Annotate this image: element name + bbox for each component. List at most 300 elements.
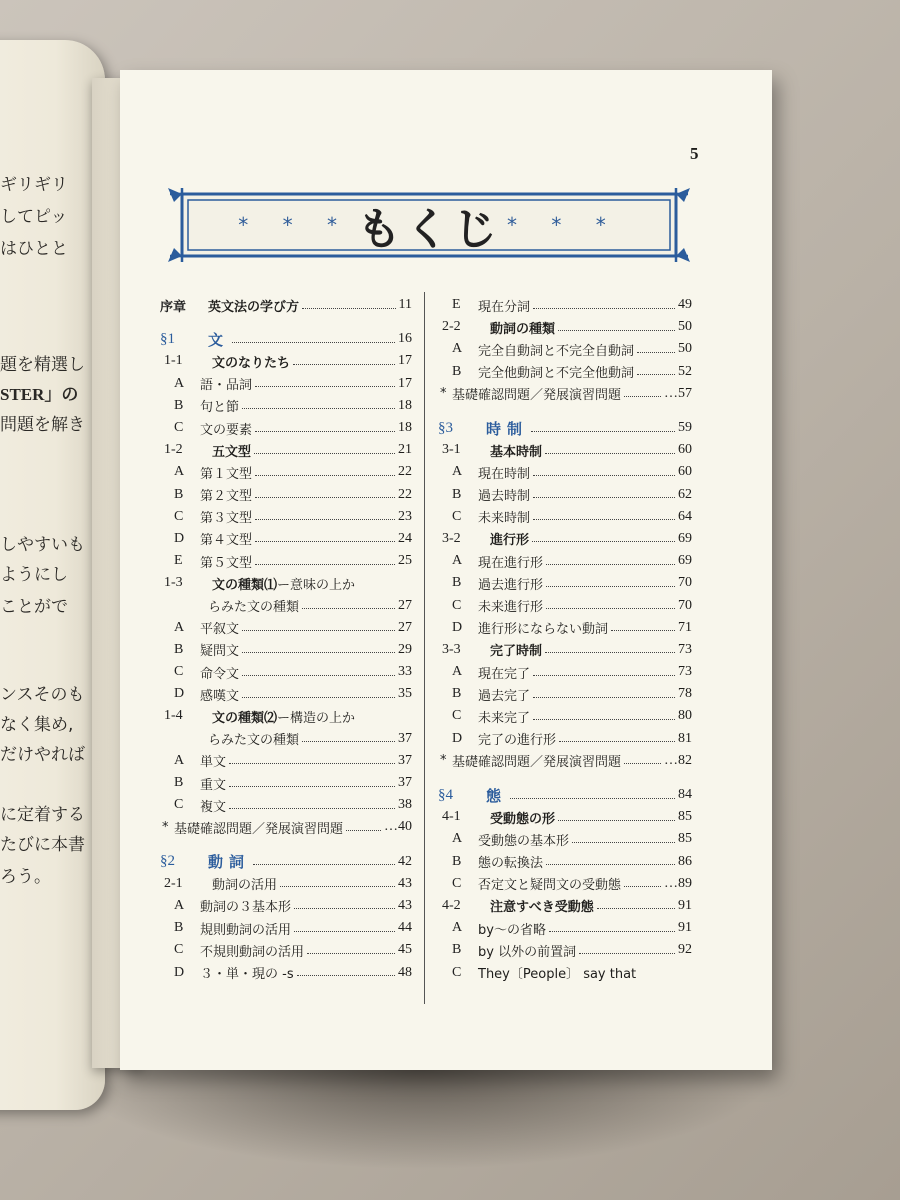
toc-entry-code: B <box>452 363 462 379</box>
toc-entry-label: 動詞の３基本形 <box>200 900 292 916</box>
toc-dot-leader <box>533 475 675 476</box>
toc-entry[interactable] <box>438 338 692 360</box>
toc-entry-label: 英文法の学び方 <box>208 299 300 315</box>
toc-entry-label: 不規則動詞の活用 <box>200 944 305 960</box>
toc-entry[interactable] <box>438 528 692 550</box>
toc-entry[interactable] <box>438 939 692 961</box>
toc-entry-code: 3-1 <box>442 442 461 458</box>
toc-dot-leader <box>533 308 675 309</box>
toc-dot-leader <box>307 953 395 954</box>
toc-entry-code: A <box>452 553 463 569</box>
toc-entry[interactable] <box>438 806 692 828</box>
toc-entry[interactable] <box>160 794 412 816</box>
toc-entry-code: B <box>174 641 184 657</box>
toc-entry[interactable] <box>160 528 412 550</box>
toc-entry-code: §3 <box>438 419 453 436</box>
toc-entry-label: 基本時制 <box>490 444 543 460</box>
toc-entry-label: 文のなりたち <box>212 355 291 371</box>
toc-page-number: 18 <box>398 397 412 413</box>
toc-entry[interactable] <box>160 350 412 372</box>
toc-entry-code: E <box>174 553 183 569</box>
left-page-text-fragment: しやすいも <box>0 535 85 555</box>
toc-dot-leader <box>255 475 395 476</box>
toc-entry-label: 現在進行形 <box>478 555 544 571</box>
left-page-text-fragment: たびに本書 <box>0 835 85 855</box>
left-page <box>0 40 105 1110</box>
toc-page-number: 33 <box>398 664 412 680</box>
toc-page-number: 17 <box>398 353 412 369</box>
toc-entry-code: A <box>452 341 463 357</box>
left-page-text-fragment: はひとと <box>0 239 68 259</box>
toc-entry-label: 第４文型 <box>200 533 253 549</box>
toc-entry-label: by～の省略 <box>478 922 546 938</box>
toc-entry-label: by 以外の前置詞 <box>478 944 577 960</box>
toc-page-number: 62 <box>678 486 692 502</box>
toc-entry-label: 文 <box>208 330 230 349</box>
toc-page-number: 81 <box>678 730 692 746</box>
toc-dot-leader <box>532 541 675 542</box>
toc-entry-label: 未来進行形 <box>478 600 544 616</box>
toc-entry[interactable] <box>160 506 412 528</box>
toc-entry-label: 現在完了 <box>478 666 531 682</box>
toc-page-number: 85 <box>678 809 692 825</box>
toc-entry-code: C <box>452 508 462 524</box>
toc-dot-leader <box>558 330 675 331</box>
toc-page-number: 18 <box>398 420 412 436</box>
toc-entry-label: 進行形にならない動詞 <box>478 622 609 638</box>
toc-entry-label: ３・単・現の -s <box>200 967 294 983</box>
toc-entry-code: B <box>174 486 184 502</box>
toc-entry-label-tail: ー構造の上か <box>277 710 356 726</box>
toc-dot-leader <box>545 453 675 454</box>
toc-entry-code: 3-3 <box>442 641 461 657</box>
toc-dot-leader <box>572 842 675 843</box>
toc-entry-label: 命令文 <box>200 666 240 682</box>
toc-entry[interactable] <box>438 750 692 772</box>
toc-page-number: 22 <box>398 486 412 502</box>
toc-entry-code: C <box>174 942 184 958</box>
toc-dot-leader <box>533 675 675 676</box>
toc-entry-label: 重文 <box>200 777 227 793</box>
toc-entry-code: C <box>452 875 462 891</box>
left-page-text-fragment: STER」の <box>0 385 79 404</box>
toc-entry-code: D <box>174 964 185 980</box>
toc-entry[interactable] <box>160 395 412 417</box>
toc-entry-code: C <box>174 664 184 680</box>
toc-entry-code: A <box>174 464 185 480</box>
toc-entry-label: 注意すべき受動態 <box>490 900 594 916</box>
toc-entry-code: 4-2 <box>442 897 461 913</box>
toc-dot-leader <box>624 763 661 764</box>
left-page-text-fragment: ンスそのも <box>0 685 85 705</box>
toc-entry-code: 2-2 <box>442 319 461 335</box>
toc-entry-label: 感嘆文 <box>200 688 240 704</box>
toc-entry-code: D <box>452 730 463 746</box>
toc-page-number: 23 <box>398 508 412 524</box>
toc-entry[interactable] <box>160 439 412 461</box>
toc-entry-label: 句と節 <box>200 400 240 416</box>
toc-entry-code: 3-2 <box>442 530 461 546</box>
toc-entry-code: C <box>452 597 462 613</box>
toc-entry[interactable] <box>160 961 412 983</box>
toc-entry-label: 完全自動詞と不完全自動詞 <box>478 343 635 359</box>
toc-dot-leader <box>294 931 395 932</box>
toc-entry[interactable] <box>160 895 412 917</box>
toc-spacer <box>160 839 412 851</box>
left-page-text-fragment: に定着する <box>0 805 85 825</box>
toc-page-number: 84 <box>678 787 692 803</box>
toc-entry-label: 完了時制 <box>490 644 543 660</box>
toc-entry[interactable] <box>160 572 412 594</box>
toc-entry[interactable] <box>438 439 692 461</box>
toc-entry-label: 未来完了 <box>478 710 531 726</box>
toc-dot-leader <box>533 719 675 720</box>
toc-entry-code: A <box>174 897 185 913</box>
toc-page-number: 59 <box>678 420 692 436</box>
toc-dot-leader <box>293 364 395 365</box>
left-page-text-fragment: ことがで <box>0 597 68 617</box>
toc-entry-code: 1-4 <box>164 708 183 724</box>
toc-entry-code: B <box>452 686 462 702</box>
toc-entry[interactable] <box>160 294 412 316</box>
toc-dot-leader <box>637 374 675 375</box>
toc-entry[interactable] <box>160 617 412 639</box>
toc-title-text: もくじ <box>357 204 501 255</box>
toc-page-number: 73 <box>678 664 692 680</box>
toc-page-number: 92 <box>678 942 692 958</box>
toc-dot-leader <box>558 820 675 821</box>
toc-entry[interactable] <box>438 484 692 506</box>
toc-entry-label: 五文型 <box>212 444 252 460</box>
toc-dot-leader <box>302 308 396 309</box>
toc-dot-leader <box>255 497 395 498</box>
toc-dot-leader <box>546 586 675 587</box>
toc-entry-label: 語・品詞 <box>200 378 253 394</box>
toc-dot-leader <box>255 519 395 520</box>
toc-entry-code: §1 <box>160 330 175 347</box>
toc-entry-label: 第２文型 <box>200 489 253 505</box>
toc-entry-label: らみた文の種類 <box>208 600 300 616</box>
toc-dot-leader <box>545 652 675 653</box>
toc-entry-label: 疑問文 <box>200 644 240 660</box>
toc-entry[interactable] <box>438 506 692 528</box>
toc-entry-code: A <box>452 920 463 936</box>
toc-dot-leader <box>637 352 675 353</box>
toc-entry[interactable] <box>438 461 692 483</box>
toc-entry-label: 動詞 <box>208 853 251 872</box>
toc-dot-leader <box>549 931 675 932</box>
toc-page-number: 48 <box>398 964 412 980</box>
toc-entry[interactable] <box>438 361 692 383</box>
toc-page-number: …82 <box>664 752 692 768</box>
toc-dot-leader <box>597 908 675 909</box>
toc-entry[interactable] <box>160 594 412 616</box>
toc-entry[interactable] <box>438 961 692 983</box>
toc-entry[interactable] <box>438 550 692 572</box>
toc-entry-code: B <box>174 920 184 936</box>
toc-page-number: 71 <box>678 619 692 635</box>
toc-page-number: 17 <box>398 375 412 391</box>
toc-entry[interactable] <box>438 417 692 439</box>
toc-entry[interactable] <box>438 917 692 939</box>
toc-entry-code: * <box>440 753 447 769</box>
toc-entry-code: B <box>452 575 462 591</box>
toc-dot-leader <box>533 697 675 698</box>
toc-entry-code: * <box>162 819 169 835</box>
toc-page-number: 42 <box>398 853 412 869</box>
toc-entry-code: E <box>452 297 461 313</box>
toc-entry-code: * <box>440 386 447 402</box>
toc-page-number: 50 <box>678 341 692 357</box>
toc-page-number: 69 <box>678 530 692 546</box>
left-page-text-fragment: してピッ <box>0 207 68 227</box>
toc-entry-label: 否定文と疑問文の受動態 <box>478 878 622 894</box>
toc-dot-leader <box>255 386 395 387</box>
toc-entry[interactable] <box>160 639 412 661</box>
toc-entry-code: D <box>452 619 463 635</box>
toc-dot-leader <box>232 342 395 343</box>
toc-entry-label: 時制 <box>486 419 529 438</box>
title-deco-right: * * * <box>507 213 620 237</box>
toc-page-number: 86 <box>678 853 692 869</box>
left-page-text-fragment: ろう。 <box>0 867 51 887</box>
toc-entry-label: 基礎確認問題／発展演習問題 <box>452 755 622 771</box>
toc-entry-code: 序章 <box>160 299 187 315</box>
toc-entry-label: 文の種類⑴ <box>212 577 278 593</box>
toc-entry-label: 現在時制 <box>478 466 531 482</box>
toc-page-number: 60 <box>678 442 692 458</box>
toc-entry[interactable] <box>160 917 412 939</box>
toc-dot-leader <box>346 830 381 831</box>
toc-entry[interactable] <box>160 683 412 705</box>
toc-entry-label: 態 <box>486 786 508 805</box>
toc-entry[interactable] <box>160 661 412 683</box>
toc-page-number: 49 <box>678 297 692 313</box>
toc-entry-label: 単文 <box>200 755 227 771</box>
toc-entry[interactable] <box>438 661 692 683</box>
toc-entry-code: B <box>452 486 462 502</box>
right-page <box>120 70 772 1070</box>
toc-page-number: 43 <box>398 875 412 891</box>
toc-entry-code: C <box>452 964 462 980</box>
toc-entry[interactable] <box>438 316 692 338</box>
left-page-text-fragment: だけやれば <box>0 745 85 765</box>
toc-entry-label: 現在分詞 <box>478 299 531 315</box>
toc-entry-label: 過去完了 <box>478 688 531 704</box>
toc-entry[interactable] <box>438 639 692 661</box>
toc-entry-code: §2 <box>160 853 175 870</box>
toc-entry-code: §4 <box>438 786 453 803</box>
toc-page-number: 91 <box>678 897 692 913</box>
toc-page-number: 16 <box>398 331 412 347</box>
toc-dot-leader <box>624 886 661 887</box>
toc-entry-code: 1-3 <box>164 575 183 591</box>
toc-page-number: 43 <box>398 897 412 913</box>
toc-entry[interactable] <box>160 705 412 727</box>
toc-spacer <box>438 772 692 784</box>
toc-entry-code: C <box>452 708 462 724</box>
toc-dot-leader <box>229 763 395 764</box>
toc-entry[interactable] <box>160 851 412 873</box>
toc-entry-label: 基礎確認問題／発展演習問題 <box>452 388 622 404</box>
toc-page-number: 27 <box>398 597 412 613</box>
left-page-text-fragment: ようにし <box>0 565 68 585</box>
title-deco-left: * * * <box>238 213 351 237</box>
toc-column-left <box>160 294 412 984</box>
toc-entry-label: 複文 <box>200 799 227 815</box>
toc-dot-leader <box>229 808 395 809</box>
toc-dot-leader <box>624 396 661 397</box>
toc-entry[interactable] <box>160 461 412 483</box>
toc-page-number: 37 <box>398 775 412 791</box>
toc-entry-code: A <box>174 619 185 635</box>
toc-dot-leader <box>533 519 675 520</box>
toc-page-number: 70 <box>678 597 692 613</box>
toc-entry[interactable] <box>160 728 412 750</box>
toc-page-number: 22 <box>398 464 412 480</box>
toc-entry-code: A <box>174 375 185 391</box>
toc-entry-code: D <box>174 686 185 702</box>
toc-entry[interactable] <box>160 550 412 572</box>
toc-entry-label: 第５文型 <box>200 555 253 571</box>
toc-entry[interactable] <box>438 828 692 850</box>
toc-dot-leader <box>531 431 675 432</box>
toc-entry[interactable] <box>438 784 692 806</box>
toc-entry-label: 平叙文 <box>200 622 240 638</box>
toc-entry[interactable] <box>438 728 692 750</box>
toc-dot-leader <box>533 497 675 498</box>
left-page-text-fragment: 問題を解き <box>0 415 85 435</box>
toc-title <box>168 188 690 262</box>
toc-dot-leader <box>242 652 395 653</box>
toc-entry-code: C <box>174 508 184 524</box>
toc-entry[interactable] <box>438 683 692 705</box>
toc-page-number: 45 <box>398 942 412 958</box>
toc-entry[interactable] <box>160 750 412 772</box>
toc-entry[interactable] <box>438 895 692 917</box>
toc-entry[interactable] <box>160 873 412 895</box>
toc-dot-leader <box>510 798 675 799</box>
toc-entry-label: They〔People〕 say that <box>478 967 637 983</box>
toc-entry-code: 4-1 <box>442 809 461 825</box>
toc-entry-code: A <box>452 464 463 480</box>
toc-spacer <box>438 405 692 417</box>
toc-spacer <box>160 316 412 328</box>
toc-dot-leader <box>229 786 395 787</box>
toc-page-number: 44 <box>398 920 412 936</box>
toc-page-number: 29 <box>398 641 412 657</box>
toc-page-number: 78 <box>678 686 692 702</box>
toc-dot-leader <box>546 564 675 565</box>
toc-column-right <box>438 294 692 984</box>
toc-entry[interactable] <box>438 705 692 727</box>
toc-entry[interactable] <box>438 294 692 316</box>
toc-page-number: 52 <box>678 363 692 379</box>
toc-entry-code: B <box>174 397 184 413</box>
toc-entry-label: 受動態の形 <box>490 811 556 827</box>
toc-entry[interactable] <box>438 383 692 405</box>
toc-entry-label: 受動態の基本形 <box>478 833 570 849</box>
toc-dot-leader <box>253 864 395 865</box>
toc-entry[interactable] <box>160 939 412 961</box>
toc-entry-code: C <box>174 420 184 436</box>
toc-dot-leader <box>242 675 395 676</box>
toc-entry[interactable] <box>160 417 412 439</box>
left-page-text-fragment: 題を精選し <box>0 355 85 375</box>
toc-entry-label: 基礎確認問題／発展演習問題 <box>174 821 344 837</box>
toc-page-number: …57 <box>664 385 692 401</box>
toc-entry-label: 完了の進行形 <box>478 733 557 749</box>
left-page-text-fragment: ギリギリ <box>0 175 68 195</box>
toc-entry[interactable] <box>438 851 692 873</box>
toc-dot-leader <box>254 453 395 454</box>
page-number: 5 <box>690 144 699 163</box>
toc-page-number: …89 <box>664 875 692 891</box>
toc-page-number: 70 <box>678 575 692 591</box>
toc-entry-code: A <box>452 664 463 680</box>
toc-page-number: 91 <box>678 920 692 936</box>
toc-entry-code: 2-1 <box>164 875 183 891</box>
toc-page-number: 38 <box>398 797 412 813</box>
toc-page-number: 35 <box>398 686 412 702</box>
toc-dot-leader <box>302 741 395 742</box>
toc-dot-leader <box>242 697 395 698</box>
toc-entry[interactable] <box>160 816 412 838</box>
toc-page-number: 27 <box>398 619 412 635</box>
toc-entry-code: D <box>174 530 185 546</box>
toc-entry[interactable] <box>438 594 692 616</box>
toc-page-number: 60 <box>678 464 692 480</box>
toc-page-number: 25 <box>398 553 412 569</box>
toc-dot-leader <box>242 630 395 631</box>
toc-entry[interactable] <box>160 373 412 395</box>
toc-page-number: 37 <box>398 730 412 746</box>
toc-page-number: 37 <box>398 752 412 768</box>
toc-entry[interactable] <box>438 617 692 639</box>
toc-entry-code: 1-1 <box>164 353 183 369</box>
toc-page-number: 21 <box>398 442 412 458</box>
toc-entry-code: C <box>174 797 184 813</box>
toc-dot-leader <box>302 608 395 609</box>
toc-entry-label: 文の種類⑵ <box>212 710 278 726</box>
toc-entry-code: B <box>452 942 462 958</box>
toc-dot-leader <box>255 431 395 432</box>
toc-entry-code: B <box>174 775 184 791</box>
toc-entry-code: B <box>452 853 462 869</box>
toc-entry[interactable] <box>438 572 692 594</box>
column-divider <box>424 292 425 1004</box>
toc-page-number: 24 <box>398 530 412 546</box>
toc-entry-code: A <box>174 752 185 768</box>
toc-entry-label: 態の転換法 <box>478 856 544 872</box>
toc-entry[interactable] <box>438 873 692 895</box>
toc-dot-leader <box>255 564 395 565</box>
title-banner <box>168 188 690 262</box>
toc-page-number: 69 <box>678 553 692 569</box>
toc-entry[interactable] <box>160 328 412 350</box>
toc-entry[interactable] <box>160 772 412 794</box>
toc-entry-label: 第３文型 <box>200 511 253 527</box>
toc-entry[interactable] <box>160 484 412 506</box>
toc-dot-leader <box>546 608 675 609</box>
toc-entry-label: 動詞の種類 <box>490 321 556 337</box>
toc-dot-leader <box>611 630 675 631</box>
toc-dot-leader <box>579 953 675 954</box>
toc-entry-label: 進行形 <box>490 533 530 549</box>
toc-page-number: 85 <box>678 831 692 847</box>
toc-entry-code: 1-2 <box>164 442 183 458</box>
toc-page-number: …40 <box>384 819 412 835</box>
